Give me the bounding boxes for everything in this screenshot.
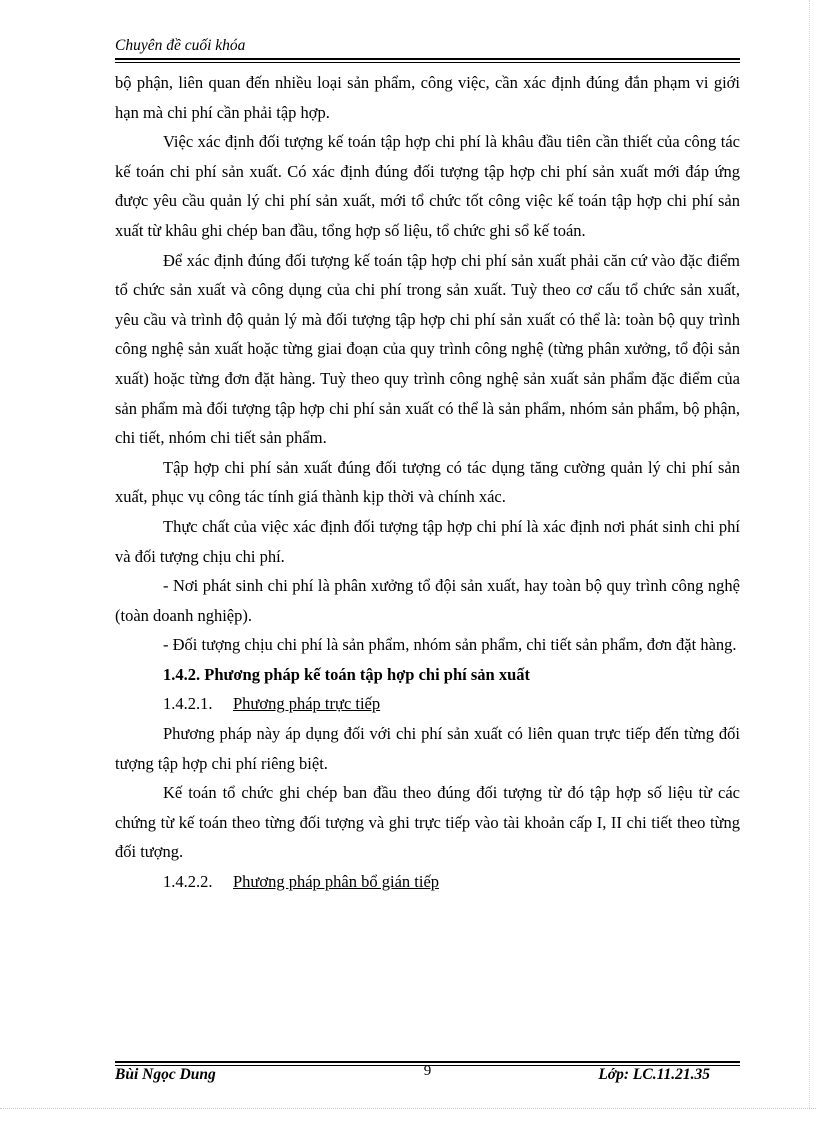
- page-number: 9: [423, 1063, 432, 1079]
- page-edge: [0, 1108, 816, 1109]
- subsection-heading-2: [115, 867, 740, 897]
- footer-class-code: Lớp: LC.11.21.35: [598, 1066, 710, 1083]
- subsection-title: Phương pháp phân bổ gián tiếp: [233, 872, 440, 892]
- bullet-paragraph: - Nơi phát sinh chi phí là phân xưởng tổ đội sản xuất, hay toàn bộ quy trình công nghệ (toàn doanh nghiệp).: [115, 576, 740, 625]
- paragraph: Kế toán tổ chức ghi chép ban đầu theo đúng đối tượng từ đó tập hợp số liệu từ các chứng từ kế toán theo từng đối tượng và ghi trực tiếp vào tài khoản cấp I, II chi tiết theo từng đối tượng.: [115, 783, 740, 862]
- paragraph: Phương pháp này áp dụng đối với chi phí sản xuất có liên quan trực tiếp đến từng đối tượng tập hợp chi phí riêng biệt.: [115, 724, 740, 773]
- paragraph: Việc xác định đối tượng kế toán tập hợp chi phí là khâu đầu tiên cần thiết của công tác kế toán chi phí sản xuất. Có xác định đúng đối tượng tập hợp chi phí sản xuất mới đáp ứng được yêu cầu quản lý chi phí sản xuất, mới tổ chức tốt công việc kế toán tập hợp chi phí sản xuất từ khâu ghi chép ban đầu, tổng hợp số liệu, tổ chức ghi sổ kế toán.: [115, 132, 740, 240]
- paragraph: Để xác định đúng đối tượng kế toán tập hợp chi phí sản xuất phải căn cứ vào đặc điểm tổ chức sản xuất và công dụng của chi phí trong sản xuất. Tuỳ theo cơ cấu tổ chức sản xuất, yêu cầu và trình độ quản lý mà đối tượng tập hợp chi phí sản xuất có thể là: toàn bộ quy trình công nghệ sản xuất hoặc từng giai đoạn của quy trình công nghệ (từng phân xưởng, tổ đội sản xuất) hoặc từng đơn đặt hàng. Tuỳ theo quy trình công nghệ sản xuất sản phẩm đặc điểm của sản phẩm mà đối tượng tập hợp chi phí sản xuất có thể là sản phẩm, nhóm sản phẩm, bộ phận, chi tiết, nhóm chi tiết sản phẩm.: [115, 250, 740, 448]
- header-title: Chuyên đề cuối khóa: [115, 37, 246, 54]
- subsection-number: 1.4.2.2.: [163, 872, 213, 892]
- paragraph: Thực chất của việc xác định đối tượng tập hợp chi phí là xác định nơi phát sinh chi phí và đối tượng chịu chi phí.: [115, 516, 740, 566]
- header-rule: [115, 58, 740, 63]
- subsection-heading-1: [115, 689, 740, 719]
- paragraph: Tập hợp chi phí sản xuất đúng đối tượng có tác dụng tăng cường quản lý chi phí sản xuất, phục vụ công tác tính giá thành kịp thời và chính xác.: [115, 457, 740, 507]
- footer-author: Bùi Ngọc Dung: [115, 1066, 216, 1083]
- section-heading: 1.4.2. Phương pháp kế toán tập hợp chi phí sản xuất: [163, 664, 530, 684]
- bullet-paragraph: - Đối tượng chịu chi phí là sản phẩm, nhóm sản phẩm, chi tiết sản phẩm, đơn đặt hàng.: [163, 635, 737, 655]
- subsection-number: 1.4.2.1.: [163, 694, 213, 714]
- page-edge-right: [809, 0, 810, 1108]
- subsection-title: Phương pháp trực tiếp: [233, 694, 381, 714]
- page-header: [115, 36, 740, 56]
- paragraph: bộ phận, liên quan đến nhiều loại sản phẩm, công việc, cần xác định đúng đắn phạm vi giới hạn mà chi phí cần phải tập hợp.: [115, 73, 740, 122]
- document-body: [115, 68, 740, 897]
